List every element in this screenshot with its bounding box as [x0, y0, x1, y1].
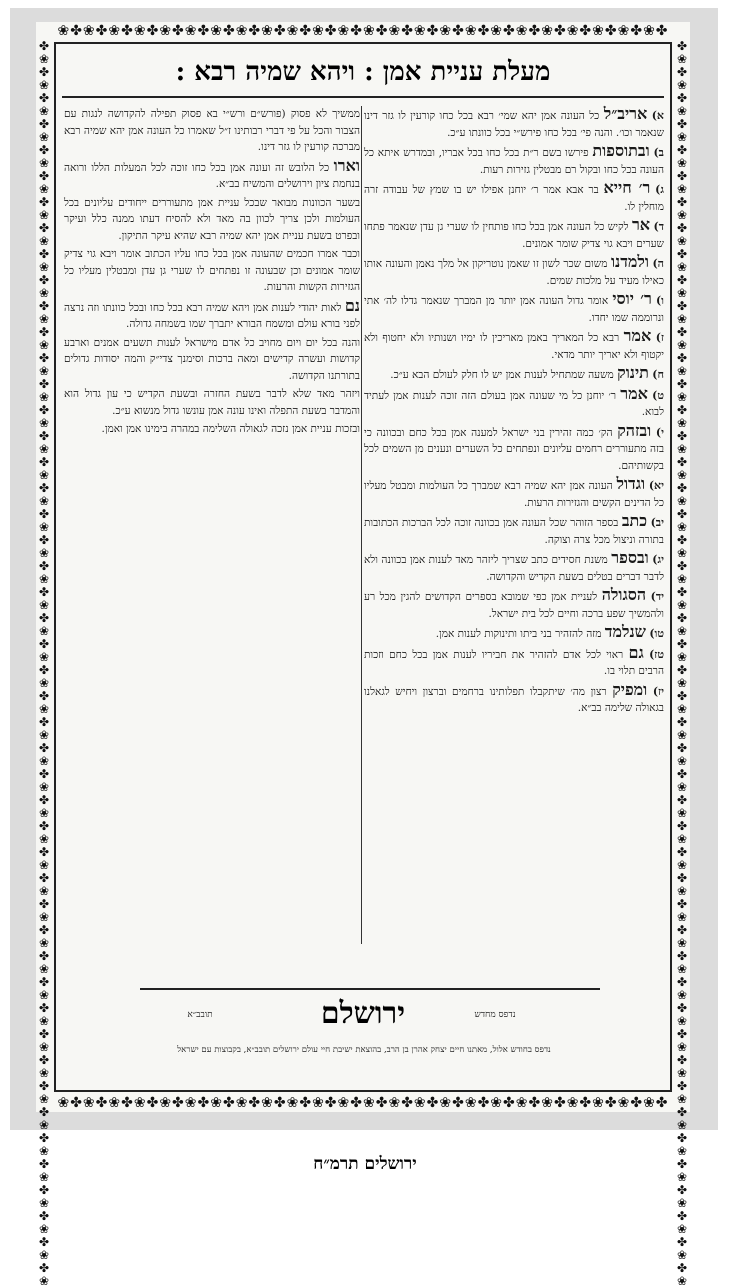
paragraph-lead-word: ובספר: [611, 548, 649, 567]
paragraph-text: רצון מה׳ שיתקבלו תפלותינו ברחמים וברצון ויחיש לגאלנו בגאולה שלימה בב״א.: [364, 685, 664, 714]
paragraph: [364, 679, 664, 717]
paragraph-lead-word: גם: [628, 642, 644, 662]
paragraph-number: א): [651, 109, 664, 122]
paragraph-number: ב): [653, 146, 664, 159]
paragraph-number: יד): [650, 590, 664, 603]
left-text-column: [64, 106, 360, 941]
paragraph-text: משום שכר לשון זו שאמן נוטריקון אל מלך נאמן והעונה אותו כאילו מעיד על מלכות שמים.: [364, 258, 664, 287]
paragraph-number: יז): [652, 684, 664, 698]
paragraph-lead-word: ובתוספות: [592, 141, 650, 160]
paragraph-number: טו): [649, 627, 664, 640]
paragraph-lead-word: אמר: [620, 383, 648, 403]
paragraph-text: ר׳ יוחנן כל מי שעונה אמן בעולם הזה זוכה לענות אמן לעתיד לבוא.: [364, 389, 664, 418]
paragraph: [64, 386, 360, 419]
paragraph: [64, 195, 360, 245]
paragraph-text: אומר גדול העונה אמן יותר מן המברך שנאמר גדלו לה׳ אתי ונרוממה שמו יחדו.: [364, 295, 664, 324]
paragraph-text: לעניית אמן כפי שמובא בספרים הקדושים להגין מכל רע ולהמשיך שפע ברכה וחיים לכל בית ישראל.: [364, 591, 664, 620]
paragraph: [64, 421, 360, 438]
paragraph: [364, 143, 664, 178]
paragraph: [364, 476, 664, 511]
paragraph-number: ט): [652, 388, 665, 402]
paragraph-lead-word: ר׳ יוסי: [612, 289, 652, 308]
paragraph-number: ה): [652, 257, 665, 270]
paragraph-text: בספר הזוהר שכל העונה אמן בכוונה זוכה לכל הברכות הכתובות בתורה וניצול מכל צרה וצוקה.: [364, 517, 664, 546]
paragraph-text: הק׳ כמה זהירין בני ישראל למענה אמן בכל כחם ובכוונה כי בזה מתעוררים רחמים עליונים ונפתחים כל השערים ונענים מן השמים לכל בקשותיהם.: [364, 426, 664, 472]
paragraph: [364, 365, 664, 384]
paragraph-text: לאות יהודי לענות אמן ויהא שמיה רבא בכל כחו ובכל כוונתו וזה נרצה לפני בורא עולם ומשמח הבורא יתברך שמו בשמחה גדולה.: [64, 301, 360, 330]
paragraph-text: פירשו בשם ר״ת בכל כחו בכל אבריו, ובמדרש איתא כל העונה בכל כחו ובקול רם מבטלין גזירות רעות.: [364, 147, 664, 176]
paragraph-number: ח): [652, 368, 664, 381]
paragraph-number: יב): [650, 516, 664, 529]
paragraph: [364, 106, 664, 141]
paragraph-text: כל העונה אמן יהא שמי׳ רבא בכל כחו קורעין לו גזר דינו שנאמר וכו׳. והנה פי׳ בכל כחו פירש״י בכל כוונתו ע״כ.: [364, 110, 664, 139]
paragraph: [364, 291, 664, 326]
paragraph-lead-word: ולמדנו: [610, 252, 649, 271]
paragraph-text: לקיש כל העונה אמן בכל כחו פותחין לו שערי גן עדן שנאמר פתחו שערים ויבא גוי צדיק שומר אמונים.: [364, 221, 664, 250]
printer-line: נדפס בחודש אלול, מאתנו חיים יצחק אהרן בן הרב, בהוצאת ישיבת חיי עולם ירושלים תובב״א, בקבוצות עם ישראל: [177, 1045, 551, 1055]
paragraph-text: מזה להזהיר בני ביתו ותינוקות לענות אמן.: [435, 628, 602, 640]
paragraph: [364, 217, 664, 252]
paragraph-text: ראוי לכל אדם להזהיר את חביריו לענות אמן בכל כחם וזכות הרבים תלוי בו.: [364, 648, 664, 677]
paragraph: [364, 587, 664, 622]
paragraph-text: והנה בכל יום ויום מחויב כל אדם מישראל לענות תשעים אמנים וארבע קדושות ועשרה קדישים ומאה ברכות וסימנך צדי״ק והמה יסודות גדולים בתורתנו הקדושה.: [64, 336, 360, 382]
paragraph: [364, 328, 664, 363]
paragraph: [364, 642, 664, 680]
paragraph-text: ובזכות עניית אמן נזכה לגאולה השלימה במהרה בימינו אמן ואמן.: [101, 423, 360, 435]
paragraph-lead-word: אריב״ל: [603, 104, 648, 123]
paragraph: [364, 180, 664, 215]
paragraph-number: יג): [652, 553, 664, 566]
paragraph: [64, 246, 360, 296]
paragraph-number: ז): [655, 331, 664, 344]
paragraph-number: ג): [655, 183, 665, 196]
paragraph-lead-word: ר׳ חייא: [603, 178, 651, 197]
paragraph: [364, 254, 664, 289]
paragraph: [364, 513, 664, 548]
title-divider: [62, 96, 664, 98]
column-divider: [361, 106, 362, 944]
paragraph-lead-word: וגדול: [616, 474, 646, 493]
paragraph-lead-word: כתב: [621, 511, 648, 530]
paragraph-lead-word: ומפיק: [612, 679, 648, 699]
paragraph-lead-word: אמר: [623, 326, 652, 345]
ornamental-border-left: ✤❀✤❀✤❀✤❀✤❀✤❀✤❀✤❀✤❀✤❀✤❀✤❀✤❀✤❀✤❀✤❀✤❀✤❀✤❀✤❀✤❀✤❀✤❀✤❀✤❀✤❀✤❀✤❀✤❀✤❀✤❀✤❀✤❀✤❀✤❀✤❀✤❀✤❀✤❀✤❀✤❀✤❀✤❀✤❀✤❀✤❀✤❀✤❀: [38, 39, 50, 1288]
paragraph: [64, 295, 360, 333]
publisher-note: נדפס מחדש: [474, 1010, 516, 1020]
paragraph-text: כל הלובש זה ועונה אמן בכל כחו זוכה לכל המעלות הללו ורואה בנחמת ציון וירושלים והמשיח בב״א.: [64, 161, 360, 190]
paragraph-text: בר אבא אמר ר׳ יוחנן אפילו יש בו שמץ של עבודה זרה מוחלין לו.: [364, 184, 664, 213]
paragraph: [64, 335, 360, 385]
image-caption: ירושלים תרמ״ח: [313, 1154, 417, 1174]
paragraph-lead-word: הסגולה: [601, 585, 647, 604]
right-text-column: [364, 106, 664, 941]
paragraph-lead-word: ובזהק: [617, 420, 652, 440]
paragraph-text: העונה אמן יהא שמיה רבא שמברך כל העולמות ומבטל מעליו כל הדינים הקשים והגזירות הרעות.: [364, 480, 664, 509]
paragraph-text: ממשיך לא פסוק (פורש״ם ורש״י בא פסוק תפילה להקדושה לנגות עם הצבור והכל על פי דברי רבותינו ז״ל שאמרו כל העונה אמן יהא שמיה רבא מברכה קורעין לו גזר דינו.: [64, 108, 360, 153]
paragraph-text: רבא כל המאריך באמן מאריכין לו ימיו ושנותיו ולא יחטוף ולא יקטוף ולא יאריך יותר מדאי.: [364, 332, 664, 361]
paragraph-text: משעה שמתחיל לענות אמן יש לו חלק לעולם הבא ע״כ.: [390, 369, 614, 381]
paragraph-number: יא): [648, 479, 664, 492]
city-blessing: תובב״א: [187, 1010, 213, 1020]
paragraph-number: ד): [653, 220, 664, 233]
paragraph: [64, 106, 360, 156]
paragraph-lead-word: וארו: [333, 155, 360, 175]
ornamental-border-top: ❀✤❀✤❀✤❀✤❀✤❀✤❀✤❀✤❀✤❀✤❀✤❀✤❀✤❀✤❀✤❀✤❀✤❀✤❀✤❀✤❀✤❀✤❀✤❀✤: [57, 23, 669, 39]
paragraph: [364, 420, 664, 475]
ornamental-border-right: ✤❀✤❀✤❀✤❀✤❀✤❀✤❀✤❀✤❀✤❀✤❀✤❀✤❀✤❀✤❀✤❀✤❀✤❀✤❀✤❀✤❀✤❀✤❀✤❀✤❀✤❀✤❀✤❀✤❀✤❀✤❀✤❀✤❀✤❀✤❀✤❀✤❀✤❀✤❀✤❀✤❀✤❀✤❀✤❀✤❀✤❀✤❀✤❀: [676, 39, 688, 1288]
paragraph: [364, 383, 665, 421]
paragraph-lead-word: נם: [344, 295, 360, 315]
paragraph-number: ו): [655, 294, 664, 307]
paragraph-text: וכבר אמרו חכמים שהעונה אמן בכל כחו עליו הכתוב אומר ויבא גוי צדיק שומר אמונים וכן שבעונה זו נפתחים לו שערי גן עדן ומבטלין מעליו כל הגזירות הקשות והרעות.: [64, 248, 360, 293]
paragraph-text: משנת חסידים כתב שצריך ליזהר מאד לענות אמן בכוונה ולא לדבר דברים בטלים בשעת הקדיש והקדושה.: [364, 554, 664, 583]
paragraph: [364, 550, 664, 585]
paragraph-number: י): [655, 425, 664, 439]
paragraph-text: בשער הכוונות מבואר שבכל עניית אמן מתעוררים ייחודים עליונים בכל העולמות ולכן צריך לכוון בה מאד ולא להסיח דעתו ממנה כלל ועיקר ובפרט בשעת עניית אמן יהא שמיה רבא שהיא עיקר התיקון.: [64, 196, 360, 242]
ornamental-border-bottom: ❀✤❀✤❀✤❀✤❀✤❀✤❀✤❀✤❀✤❀✤❀✤❀✤❀✤❀✤❀✤❀✤❀✤❀✤❀✤❀✤❀✤❀✤❀✤❀✤: [57, 1095, 669, 1111]
paragraph: [64, 155, 360, 193]
paragraph-lead-word: שנלמד: [604, 622, 646, 641]
paragraph-number: טז): [649, 647, 664, 661]
paragraph-text: ויזהר מאד שלא לדבר בשעת החזרה ובשעת הקדיש כי עון גדול הוא והמדבר בשעת התפלה ואינו עונה אמן עונשו גדול מנשוא ע״כ.: [64, 388, 360, 417]
paragraph: [364, 624, 664, 643]
paragraph-lead-word: אר: [631, 215, 651, 234]
page-title: מעלת עניית אמן : ויהא שמיה רבא :: [175, 57, 551, 87]
paragraph-lead-word: תינוק: [617, 363, 649, 382]
footer-divider: [140, 988, 600, 990]
city-name: ירושלם: [320, 996, 406, 1031]
